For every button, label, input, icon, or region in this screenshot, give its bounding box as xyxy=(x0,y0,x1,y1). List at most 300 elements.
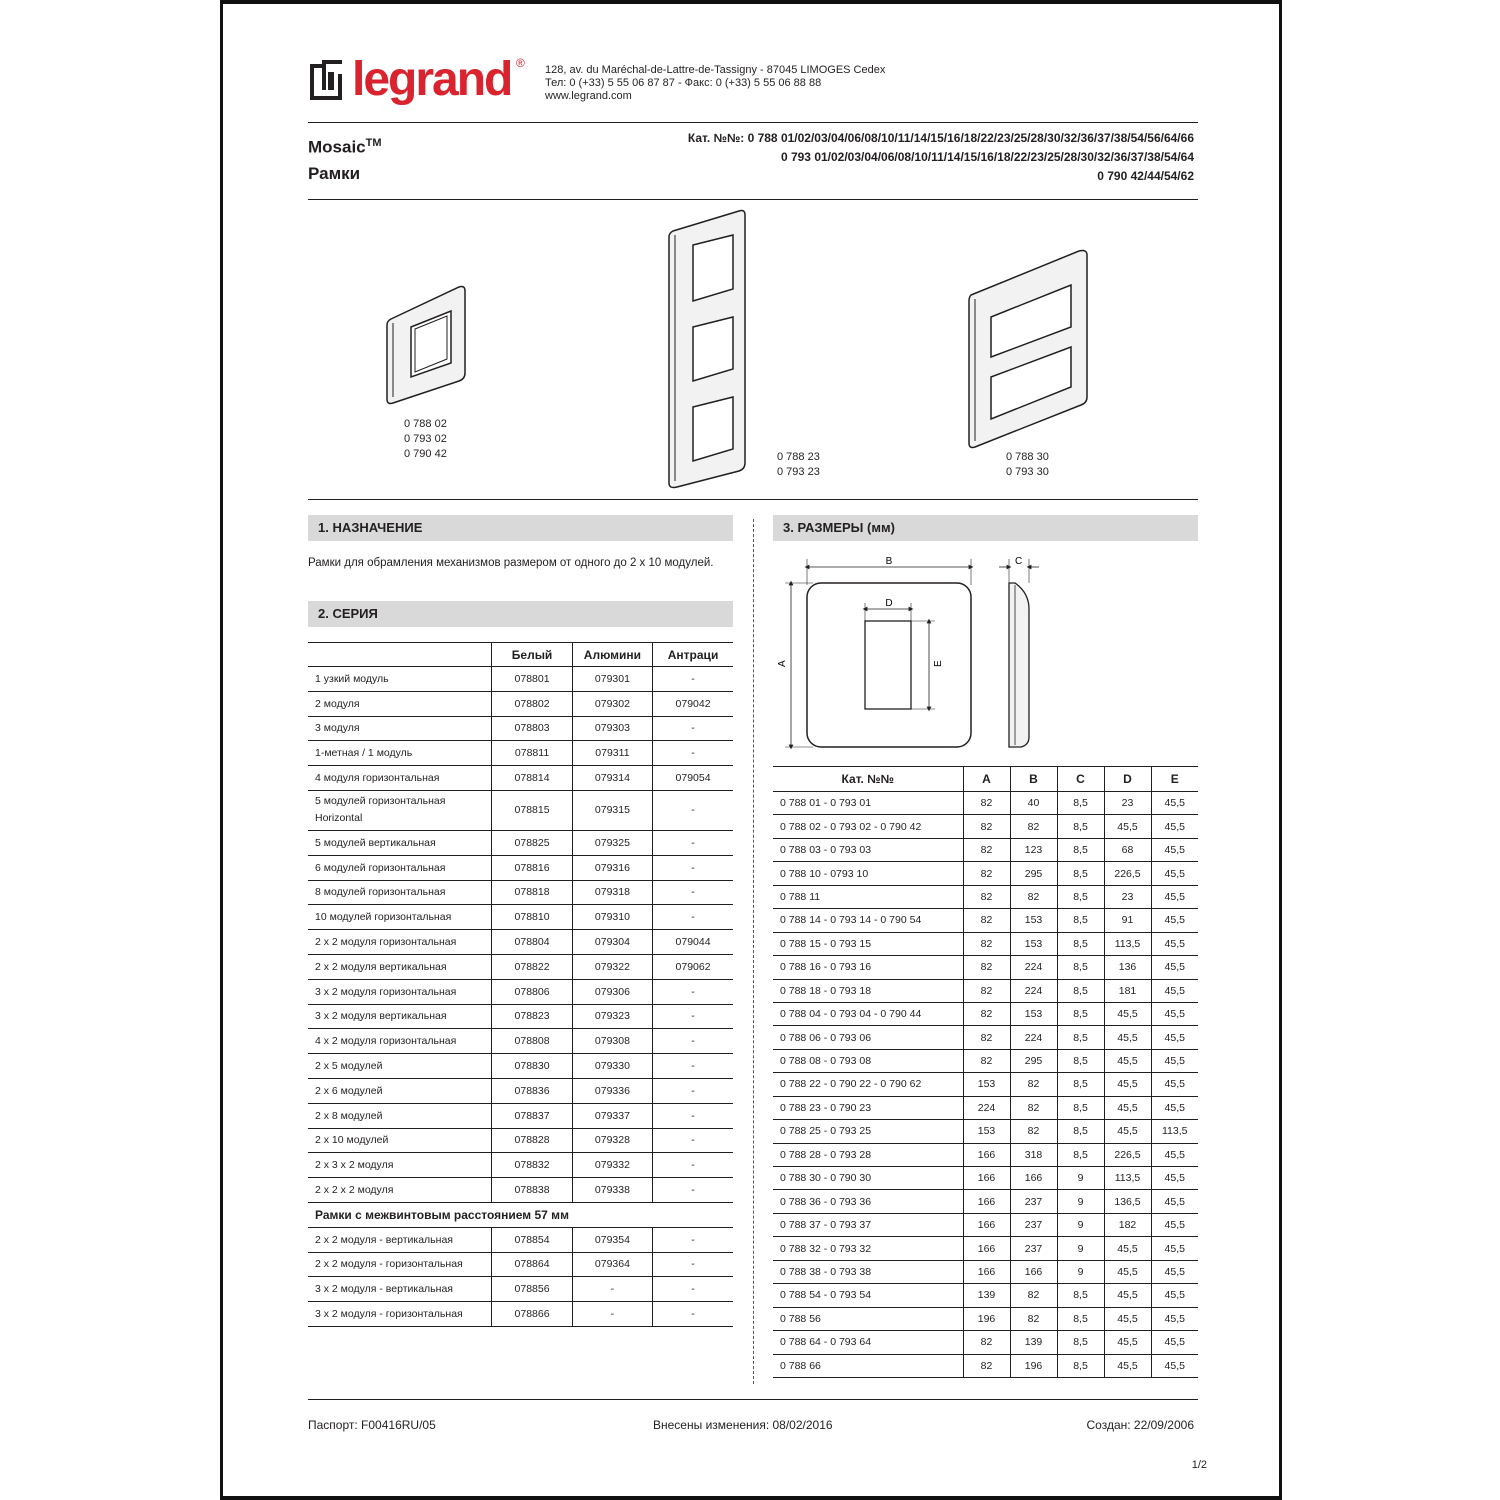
catalog-number-cell: 078802 xyxy=(492,691,572,716)
catalog-number-cell: 079062 xyxy=(653,954,733,979)
catalog-number-cell: 079364 xyxy=(572,1252,652,1277)
catalog-number-cell: 0 788 64 - 0 793 64 xyxy=(773,1331,963,1354)
item-name-cell: 3 х 2 модуля - горизонтальная xyxy=(308,1302,492,1327)
legrand-logo xyxy=(308,53,528,114)
table-row xyxy=(308,905,733,930)
catalog-number-cell: - xyxy=(653,880,733,905)
revision-date: Внесены изменения: 08/02/2016 xyxy=(653,1418,833,1432)
item-name-cell: 2 х 10 модулей xyxy=(308,1128,492,1153)
item-name-cell: 2 х 6 модулей xyxy=(308,1078,492,1103)
figure-label: 0 788 30 xyxy=(1006,451,1049,463)
product-title xyxy=(308,130,382,187)
table-header-row xyxy=(308,643,733,667)
table-row xyxy=(308,691,733,716)
dimension-cell: 45,5 xyxy=(1151,1237,1198,1260)
table-row xyxy=(308,1078,733,1103)
catalog-number-cell: 078822 xyxy=(492,954,572,979)
catalog-number-cell: 0 788 02 - 0 793 02 - 0 790 42 xyxy=(773,815,963,838)
dimension-cell: 166 xyxy=(963,1213,1010,1236)
catalog-number-cell: 079318 xyxy=(572,880,652,905)
dimension-cell: 45,5 xyxy=(1151,792,1198,815)
product-name: Mosaic xyxy=(308,137,366,157)
column-header: Антраци xyxy=(653,643,733,667)
dimension-cell: 82 xyxy=(963,909,1010,932)
column-separator xyxy=(753,519,754,1384)
dimension-cell: 82 xyxy=(963,1026,1010,1049)
dimension-cell: 226,5 xyxy=(1104,862,1151,885)
dimension-cell: 82 xyxy=(1010,1284,1057,1307)
dimension-cell: 45,5 xyxy=(1151,1073,1198,1096)
dimension-cell: 45,5 xyxy=(1104,815,1151,838)
catalog-number-cell: 0 788 28 - 0 793 28 xyxy=(773,1143,963,1166)
dimension-cell: 8,5 xyxy=(1057,1354,1104,1377)
catalog-number-cell: 079322 xyxy=(572,954,652,979)
catalog-number-cell: 0 788 11 xyxy=(773,885,963,908)
dimension-cell: 182 xyxy=(1104,1213,1151,1236)
catalog-number-cell: 0 788 01 - 0 793 01 xyxy=(773,792,963,815)
column-header: C xyxy=(1057,767,1104,792)
catalog-number-cell: - xyxy=(653,1004,733,1029)
dimension-cell: 139 xyxy=(1010,1331,1057,1354)
catalog-number-cell: 079301 xyxy=(572,667,652,692)
dimension-cell: 45,5 xyxy=(1104,1284,1151,1307)
catalog-number-cell: - xyxy=(653,830,733,855)
dimension-cell: 45,5 xyxy=(1151,1331,1198,1354)
dimension-cell: 8,5 xyxy=(1057,815,1104,838)
dimension-cell: 8,5 xyxy=(1057,862,1104,885)
dimension-cell: 45,5 xyxy=(1104,1354,1151,1377)
table-row xyxy=(308,1153,733,1178)
catalog-number-cell: 079354 xyxy=(572,1227,652,1252)
catalog-number-cell: - xyxy=(653,1078,733,1103)
table-row xyxy=(773,815,1198,838)
figure-label: 0 793 30 xyxy=(1006,466,1049,478)
table-row xyxy=(308,1277,733,1302)
dimension-cell: 82 xyxy=(963,979,1010,1002)
dimension-cell: 40 xyxy=(1010,792,1057,815)
catalog-number-cell: 0 788 10 - 0793 10 xyxy=(773,862,963,885)
dimension-cell: 68 xyxy=(1104,838,1151,861)
dimension-cell: 45,5 xyxy=(1151,1096,1198,1119)
column-header: D xyxy=(1104,767,1151,792)
dimension-cell: 181 xyxy=(1104,979,1151,1002)
table-row xyxy=(773,1049,1198,1072)
catalog-number-cell: 079332 xyxy=(572,1153,652,1178)
table-row xyxy=(773,1096,1198,1119)
catalog-number-cell: - xyxy=(653,667,733,692)
figure-label: 0 793 02 xyxy=(404,433,447,445)
catalog-number-cell: 079054 xyxy=(653,766,733,791)
dimension-cell: 8,5 xyxy=(1057,1002,1104,1025)
dimension-cell: 45,5 xyxy=(1151,1002,1198,1025)
catalog-number-cell: 078838 xyxy=(492,1178,572,1203)
catalog-numbers-line-3: 0 790 42/44/54/62 xyxy=(1097,169,1194,183)
figure-1-labels xyxy=(404,417,447,462)
figure-label: 0 790 42 xyxy=(404,448,447,460)
dimension-cell: 45,5 xyxy=(1151,1026,1198,1049)
dimension-cell: 45,5 xyxy=(1104,1260,1151,1283)
table-row xyxy=(773,1120,1198,1143)
catalog-number-cell: 0 788 38 - 0 793 38 xyxy=(773,1260,963,1283)
catalog-number-cell: 079323 xyxy=(572,1004,652,1029)
item-name-cell: 5 модулей вертикальная xyxy=(308,830,492,855)
catalog-number-cell: 0 788 54 - 0 793 54 xyxy=(773,1284,963,1307)
item-name-cell: 5 модулей горизонтальная Horizontal xyxy=(308,790,492,830)
series-table-body xyxy=(308,667,733,1327)
dimension-cell: 82 xyxy=(963,862,1010,885)
table-row xyxy=(308,1227,733,1252)
table-row xyxy=(308,830,733,855)
item-name-cell: 10 модулей горизонтальная xyxy=(308,905,492,930)
catalog-number-cell: 079308 xyxy=(572,1029,652,1054)
figure-label: 0 793 23 xyxy=(777,466,820,478)
catalog-number-cell: 0 788 36 - 0 793 36 xyxy=(773,1190,963,1213)
dimension-cell: 45,5 xyxy=(1104,1331,1151,1354)
item-name-cell: 1 узкий модуль xyxy=(308,667,492,692)
dimension-cell: 9 xyxy=(1057,1260,1104,1283)
product-subtitle: Рамки xyxy=(308,163,361,183)
catalog-number-cell: 079325 xyxy=(572,830,652,855)
dimension-cell: 45,5 xyxy=(1151,1260,1198,1283)
catalog-number-cell: 079306 xyxy=(572,979,652,1004)
dimension-cell: 45,5 xyxy=(1104,1120,1151,1143)
catalog-number-cell: - xyxy=(653,1054,733,1079)
dimension-cell: 113,5 xyxy=(1151,1120,1198,1143)
catalog-number-cell: 078811 xyxy=(492,741,572,766)
table-row xyxy=(308,880,733,905)
column-header: B xyxy=(1010,767,1057,792)
dimension-cell: 8,5 xyxy=(1057,1026,1104,1049)
dimension-cell: 8,5 xyxy=(1057,1049,1104,1072)
table-row xyxy=(308,1029,733,1054)
dimensions-table xyxy=(773,766,1198,1378)
catalog-number-cell: 079302 xyxy=(572,691,652,716)
catalog-number-cell: 078808 xyxy=(492,1029,572,1054)
divider xyxy=(308,499,1198,500)
dimension-cell: 82 xyxy=(1010,1120,1057,1143)
table-row xyxy=(773,1307,1198,1330)
item-name-cell: 2 х 3 х 2 модуля xyxy=(308,1153,492,1178)
item-name-cell: 6 модулей горизонтальная xyxy=(308,855,492,880)
table-row xyxy=(773,1190,1198,1213)
figure-label: 0 788 23 xyxy=(777,451,820,463)
catalog-number-cell: 079042 xyxy=(653,691,733,716)
catalog-number-cell: 0 788 14 - 0 793 14 - 0 790 54 xyxy=(773,909,963,932)
table-row xyxy=(308,1103,733,1128)
dimension-cell: 82 xyxy=(963,956,1010,979)
table-row xyxy=(308,1128,733,1153)
passport-number: Паспорт: F00416RU/05 xyxy=(308,1418,436,1432)
table-row xyxy=(308,1252,733,1277)
table-row xyxy=(773,956,1198,979)
dimension-cell: 82 xyxy=(1010,1307,1057,1330)
section-2-heading: 2. СЕРИЯ xyxy=(308,601,733,627)
figure-2-labels xyxy=(777,450,820,480)
divider xyxy=(308,1399,1198,1400)
item-name-cell: 3 х 2 модуля горизонтальная xyxy=(308,979,492,1004)
dimension-cell: 45,5 xyxy=(1151,956,1198,979)
legrand-mark-icon xyxy=(308,60,344,100)
address-line: 128, av. du Maréchal-de-Lattre-de-Tassigny - 87045 LIMOGES Cedex xyxy=(545,64,886,76)
catalog-number-cell: 0 788 04 - 0 793 04 - 0 790 44 xyxy=(773,1002,963,1025)
dimension-cell: 224 xyxy=(963,1096,1010,1119)
dimension-a-label: A xyxy=(777,660,788,667)
dimension-cell: 23 xyxy=(1104,885,1151,908)
table-row xyxy=(308,979,733,1004)
table-row xyxy=(308,1302,733,1327)
dimension-cell: 45,5 xyxy=(1151,979,1198,1002)
dimension-cell: 8,5 xyxy=(1057,838,1104,861)
dimension-cell: 295 xyxy=(1010,1049,1057,1072)
page-number: 1/2 xyxy=(1191,1459,1207,1471)
dimension-cell: 8,5 xyxy=(1057,1331,1104,1354)
dimension-cell: 8,5 xyxy=(1057,1096,1104,1119)
table-row xyxy=(773,909,1198,932)
catalog-number-cell: 078801 xyxy=(492,667,572,692)
table-row xyxy=(773,792,1198,815)
catalog-number-cell: 079311 xyxy=(572,741,652,766)
phone-line: Тел: 0 (+33) 5 55 06 87 87 - Факс: 0 (+33) 5 55 06 88 88 xyxy=(545,77,822,89)
dimension-cell: 153 xyxy=(1010,1002,1057,1025)
table-row xyxy=(773,932,1198,955)
dimension-cell: 166 xyxy=(963,1190,1010,1213)
dimension-cell: 166 xyxy=(1010,1167,1057,1190)
company-address xyxy=(545,64,885,103)
item-name-cell: 2 х 5 модулей xyxy=(308,1054,492,1079)
table-row xyxy=(773,1260,1198,1283)
dimension-cell: 226,5 xyxy=(1104,1143,1151,1166)
catalog-number-cell: - xyxy=(653,1103,733,1128)
dimension-cell: 318 xyxy=(1010,1143,1057,1166)
item-name-cell: 3 х 2 модуля вертикальная xyxy=(308,1004,492,1029)
dimension-cell: 8,5 xyxy=(1057,1073,1104,1096)
dimension-cell: 82 xyxy=(1010,885,1057,908)
catalog-number-cell: 078803 xyxy=(492,716,572,741)
dimension-cell: 45,5 xyxy=(1151,909,1198,932)
dimension-cell: 45,5 xyxy=(1151,815,1198,838)
table-row xyxy=(773,1002,1198,1025)
catalog-numbers-line-2: 0 793 01/02/03/04/06/08/10/11/14/15/16/18/22/23/25/28/30/32/36/37/38/54/64 xyxy=(780,150,1194,164)
item-name-cell: 2 х 2 модуля - горизонтальная xyxy=(308,1252,492,1277)
column-header: Алюмини xyxy=(572,643,652,667)
catalog-number-cell: 079337 xyxy=(572,1103,652,1128)
table-row xyxy=(773,885,1198,908)
catalog-number-cell: 078828 xyxy=(492,1128,572,1153)
dimension-cell: 45,5 xyxy=(1104,1307,1151,1330)
dimension-cell: 166 xyxy=(1010,1260,1057,1283)
section-1-heading: 1. НАЗНАЧЕНИЕ xyxy=(308,515,733,541)
dimension-cell: 45,5 xyxy=(1151,1354,1198,1377)
column-header xyxy=(308,643,492,667)
dimension-cell: 45,5 xyxy=(1151,1167,1198,1190)
dimension-cell: 136,5 xyxy=(1104,1190,1151,1213)
dimension-cell: 166 xyxy=(963,1167,1010,1190)
dimension-cell: 45,5 xyxy=(1104,1073,1151,1096)
catalog-numbers-line-1: Кат. №№: 0 788 01/02/03/04/06/08/10/11/14/15/16/18/22/23/25/28/30/32/36/37/38/54/56/64/66 xyxy=(687,131,1194,145)
catalog-number-cell: 078815 xyxy=(492,790,572,830)
dimension-cell: 153 xyxy=(1010,909,1057,932)
dimension-cell: 153 xyxy=(963,1120,1010,1143)
dimension-cell: 82 xyxy=(963,885,1010,908)
catalog-number-cell: 079316 xyxy=(572,855,652,880)
single-frame-illustration xyxy=(383,279,473,409)
dimension-cell: 82 xyxy=(963,1002,1010,1025)
dimension-cell: 224 xyxy=(1010,956,1057,979)
dimension-b-label: B xyxy=(885,556,893,567)
section-3-heading: 3. РАЗМЕРЫ (мм) xyxy=(773,515,1198,541)
dimension-cell: 45,5 xyxy=(1151,1143,1198,1166)
dimension-c-label: C xyxy=(1015,556,1023,567)
dimension-cell: 82 xyxy=(963,815,1010,838)
dimension-cell: 45,5 xyxy=(1151,1049,1198,1072)
catalog-number-cell: 0 788 18 - 0 793 18 xyxy=(773,979,963,1002)
column-header: A xyxy=(963,767,1010,792)
dimension-cell: 8,5 xyxy=(1057,1120,1104,1143)
double-horizontal-frame-illustration xyxy=(963,247,1093,452)
table-row xyxy=(773,1026,1198,1049)
catalog-number-cell: 078856 xyxy=(492,1277,572,1302)
dimension-cell: 45,5 xyxy=(1151,1213,1198,1236)
catalog-number-cell: - xyxy=(653,741,733,766)
series-table xyxy=(308,642,733,1327)
dimension-cell: 113,5 xyxy=(1104,1167,1151,1190)
dimension-cell: 8,5 xyxy=(1057,1143,1104,1166)
catalog-number-cell: - xyxy=(653,905,733,930)
figure-3-labels xyxy=(1006,450,1049,480)
dimension-cell: 166 xyxy=(963,1260,1010,1283)
catalog-number-cell: 079044 xyxy=(653,930,733,955)
dimension-cell: 166 xyxy=(963,1237,1010,1260)
item-name-cell: 2 х 8 модулей xyxy=(308,1103,492,1128)
column-header: Кат. №№ xyxy=(773,767,963,792)
dimension-cell: 196 xyxy=(963,1307,1010,1330)
dimension-cell: 45,5 xyxy=(1151,1284,1198,1307)
item-name-cell: 1-метная / 1 модуль xyxy=(308,741,492,766)
catalog-number-cell: 078816 xyxy=(492,855,572,880)
dimension-cell: 8,5 xyxy=(1057,1284,1104,1307)
dimension-cell: 82 xyxy=(1010,1096,1057,1119)
catalog-number-cell: 078804 xyxy=(492,930,572,955)
catalog-number-cell: 079330 xyxy=(572,1054,652,1079)
item-name-cell: 2 х 2 модуля - вертикальная xyxy=(308,1227,492,1252)
dimension-d-label: D xyxy=(885,598,893,609)
catalog-number-cell: 0 788 23 - 0 790 23 xyxy=(773,1096,963,1119)
triple-vertical-frame-illustration xyxy=(663,207,753,492)
dimension-cell: 9 xyxy=(1057,1167,1104,1190)
item-name-cell: 3 х 2 модуля - вертикальная xyxy=(308,1277,492,1302)
dimension-cell: 8,5 xyxy=(1057,956,1104,979)
catalog-number-cell: - xyxy=(653,1153,733,1178)
catalog-number-cell: 0 788 56 xyxy=(773,1307,963,1330)
item-name-cell: 3 модуля xyxy=(308,716,492,741)
dimension-cell: 82 xyxy=(963,1331,1010,1354)
dimension-cell: 9 xyxy=(1057,1190,1104,1213)
catalog-number-cell: 078818 xyxy=(492,880,572,905)
dimension-cell: 8,5 xyxy=(1057,792,1104,815)
catalog-number-cell: - xyxy=(653,1227,733,1252)
catalog-number-cell: 078823 xyxy=(492,1004,572,1029)
table-row xyxy=(308,716,733,741)
catalog-number-cell: - xyxy=(653,1178,733,1203)
dimension-cell: 45,5 xyxy=(1151,862,1198,885)
dimension-cell: 8,5 xyxy=(1057,932,1104,955)
dimension-cell: 45,5 xyxy=(1151,932,1198,955)
table-row xyxy=(308,954,733,979)
catalog-number-cell: 078836 xyxy=(492,1078,572,1103)
dimension-cell: 45,5 xyxy=(1151,838,1198,861)
item-name-cell: 4 модуля горизонтальная xyxy=(308,766,492,791)
column-header: E xyxy=(1151,767,1198,792)
section-1-text: Рамки для обрамления механизмов размером от одного до 2 х 10 модулей. xyxy=(308,557,714,569)
creation-date: Создан: 22/09/2006 xyxy=(1086,1418,1194,1432)
table-subheading: Рамки с межвинтовым расстоянием 57 мм xyxy=(308,1202,733,1227)
document-page xyxy=(220,0,1282,1500)
dimension-cell: 9 xyxy=(1057,1213,1104,1236)
catalog-number-cell: 078825 xyxy=(492,830,572,855)
registered-mark: ® xyxy=(516,56,525,70)
catalog-number-cell: 079310 xyxy=(572,905,652,930)
dimension-cell: 91 xyxy=(1104,909,1151,932)
catalog-number-cell: 0 788 25 - 0 793 25 xyxy=(773,1120,963,1143)
divider xyxy=(308,122,1198,123)
catalog-number-cell: 078854 xyxy=(492,1227,572,1252)
table-row xyxy=(308,1004,733,1029)
dimension-cell: 45,5 xyxy=(1104,1026,1151,1049)
catalog-number-cell: 0 788 15 - 0 793 15 xyxy=(773,932,963,955)
table-row xyxy=(308,930,733,955)
dimensions-table-body xyxy=(773,792,1198,1378)
divider xyxy=(308,199,1198,200)
table-row xyxy=(773,979,1198,1002)
catalog-number-cell: - xyxy=(653,855,733,880)
dimension-cell: 166 xyxy=(963,1143,1010,1166)
dimension-cell: 153 xyxy=(963,1073,1010,1096)
catalog-number-cell: - xyxy=(653,1302,733,1327)
table-row xyxy=(773,862,1198,885)
catalog-number-cell: - xyxy=(653,979,733,1004)
catalog-number-cell: 078810 xyxy=(492,905,572,930)
dimension-cell: 45,5 xyxy=(1104,1049,1151,1072)
table-row xyxy=(308,1178,733,1203)
dimension-cell: 237 xyxy=(1010,1213,1057,1236)
dimension-cell: 139 xyxy=(963,1284,1010,1307)
catalog-number-cell: 0 788 22 - 0 790 22 - 0 790 62 xyxy=(773,1073,963,1096)
catalog-number-cell: 0 788 37 - 0 793 37 xyxy=(773,1213,963,1236)
catalog-number-cell: - xyxy=(653,716,733,741)
dimension-cell: 45,5 xyxy=(1104,1096,1151,1119)
column-header: Белый xyxy=(492,643,572,667)
table-row xyxy=(308,766,733,791)
dimension-cell: 82 xyxy=(1010,815,1057,838)
dimension-cell: 82 xyxy=(1010,1073,1057,1096)
catalog-number-cell: 078864 xyxy=(492,1252,572,1277)
catalog-number-cell: - xyxy=(572,1302,652,1327)
table-row xyxy=(773,1213,1198,1236)
table-row xyxy=(773,1143,1198,1166)
dimension-cell: 295 xyxy=(1010,862,1057,885)
item-name-cell: 8 модулей горизонтальная xyxy=(308,880,492,905)
item-name-cell: 2 х 2 модуля вертикальная xyxy=(308,954,492,979)
catalog-number-cell: - xyxy=(653,1252,733,1277)
catalog-number-cell: - xyxy=(653,790,733,830)
catalog-number-cell: 0 788 32 - 0 793 32 xyxy=(773,1237,963,1260)
catalog-number-cell: 0 788 66 xyxy=(773,1354,963,1377)
dimension-cell: 8,5 xyxy=(1057,885,1104,908)
dimension-cell: 82 xyxy=(963,932,1010,955)
dimension-cell: 23 xyxy=(1104,792,1151,815)
catalog-number-cell: 079336 xyxy=(572,1078,652,1103)
catalog-number-cell: 0 788 08 - 0 793 08 xyxy=(773,1049,963,1072)
